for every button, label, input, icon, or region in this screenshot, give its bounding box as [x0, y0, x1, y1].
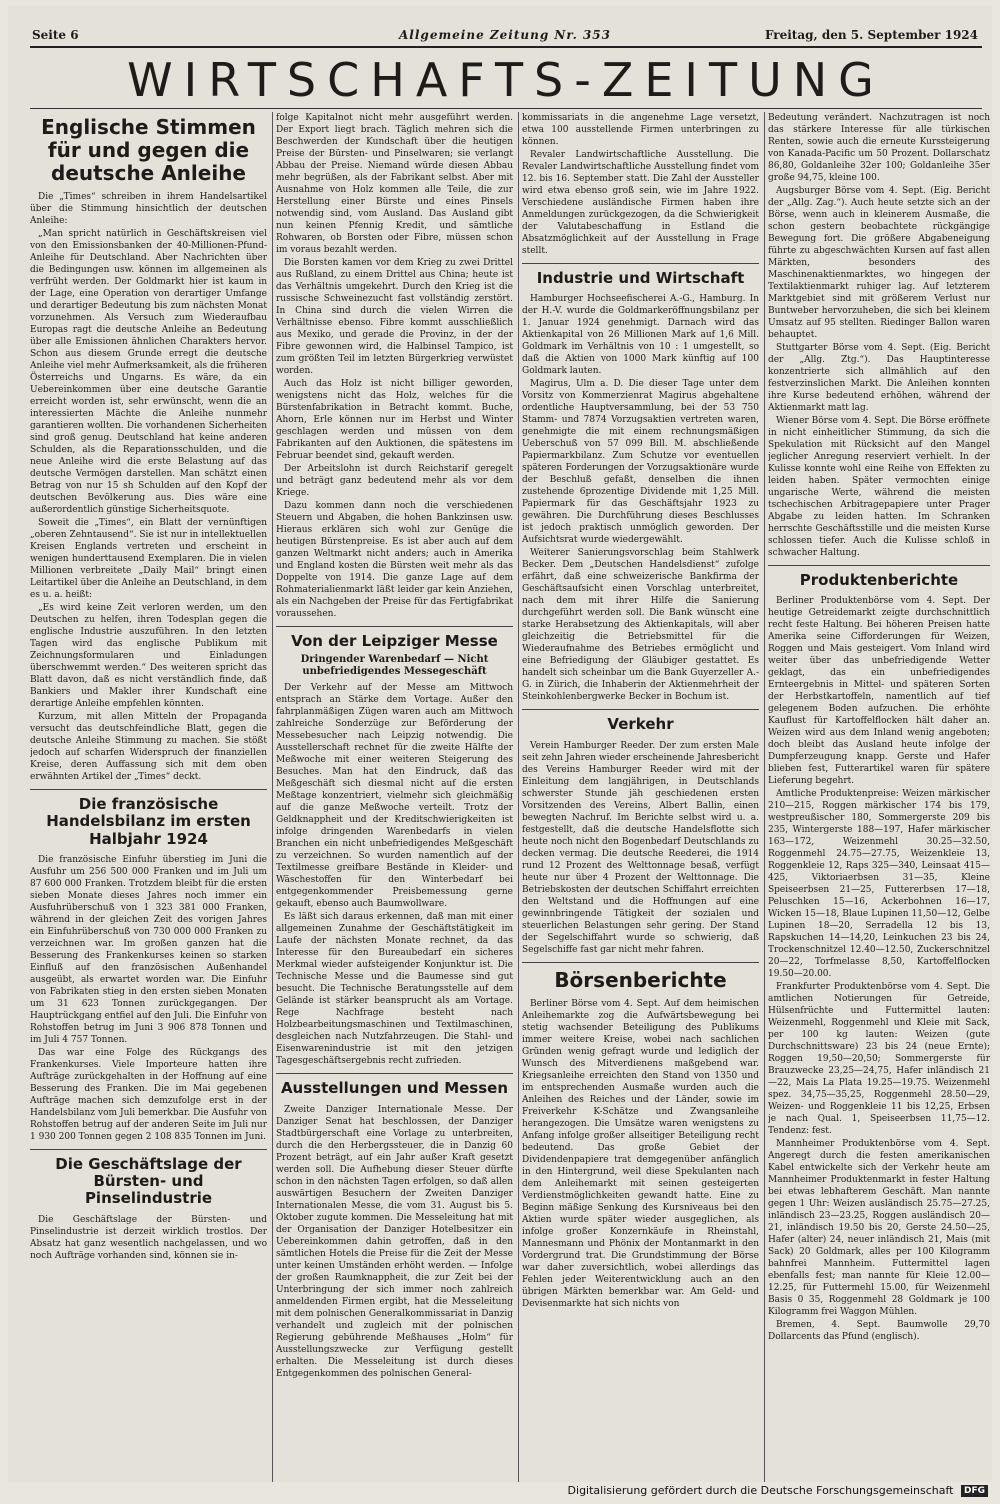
newspaper-title: Allgemeine Zeitung Nr. 353	[399, 28, 611, 42]
article-paragraph: „Es wird keine Zeit verloren werden, um den Deutschen zu helfen, ihren Todesplan gegen die englische Industrie auszuführen. In den letzten Tagen wird das englische Publikum mit Zeichnungsformularen und Einladungen überschwemmt werden.“ Des weiteren spricht das Blatt davon, daß es nicht verständlich finde, daß Bankiers und Makler ihrer Kundschaft eine derartige Anleihe empfehlen könnten.	[30, 603, 267, 709]
article-divider	[522, 962, 759, 963]
article-divider	[276, 1073, 513, 1074]
article-paragraph: Stuttgarter Börse vom 4. Sept. (Eig. Bericht der „Allg. Ztg.“). Das Hauptinteresse konzentrierte sich allmählich auf den festverzinslichen Markt. Die Anleihen konnten ihre Kurse bedeutend erhöhen, während der Aktienmarkt matt lag.	[768, 343, 990, 413]
masthead-rule	[30, 108, 982, 109]
article-headline: Ausstellungen und Messen	[280, 1079, 509, 1098]
article-divider	[768, 565, 990, 566]
article-paragraph: Das war eine Folge des Rückgangs des Frankenkurses. Viele Importeure hatten ihre Aufträge zurückgehalten in der Hoffnung auf eine Besserung des Franken. Die im Mai gegebenen Aufträge machen sich demzufolge erst in der Handelsbilanz vom Juli bemerkbar. Die Ausfuhr von Rohstoffen betrug auf der anderen Seite im Juli nur 1 930 200 Tonnen gegen 2 108 835 Tonnen im Juni.	[30, 1047, 267, 1142]
article-paragraph: Es läßt sich daraus erkennen, daß man mit einer allgemeinen Zunahme der Geschäftstätigkeit im Laufe der nächsten Monate rechnet, da das Interesse für den Bureaubedarf ein sicheres Merkmal wieder aufsteigender Konjunktur ist. Die Technische Messe und die Baumesse sind gut besucht. Die Technische Beratungsstelle auf dem Gelände ist stärker beansprucht als am Vortage. Rege Nachfrage besteht nach Holzbearbeitungsmaschinen und Textilmaschinen, desgleichen nach Nutzfahrzeugen. Die Stahl- und Eisenwarenindustrie ist mit den jetzigen Tagesgeschäftsergebnis recht zufrieden.	[276, 912, 513, 1067]
section-headline: Produktenberichte	[799, 571, 959, 589]
article-paragraph: Weiterer Sanierungsvorschlag beim Stahlwerk Becker. Dem „Deutschen Handelsdienst“ zufolge erfährt, daß eine schweizerische Bankfirma der Geschäftsaufsicht einen Vorschlag unterbreitet, nach dem mit ihrer Hilfe die Sanierung durchgeführt werden soll. Die Bank wünscht eine starke Herabsetzung des Aktienkapitals, will aber gleichzeitig die Betriebsmittel für die Wiederaufnahme des Betriebes ermöglicht und eine Befriedigung der Gläubiger gestattet. Es handelt sich scheinbar um die Bank Guyerzeller A.-G. in Zürich, die Inhaberin der Aktienmehrheit der Steinkohlenbergwerke Becker in Bochum ist.	[522, 548, 759, 703]
column-4	[768, 112, 990, 1482]
section-headline: Börsenberichte	[554, 967, 727, 992]
newspaper-page	[8, 6, 992, 1482]
article-paragraph: Soweit die „Times“, ein Blatt der vernünftigen „oberen Zehntausend“. Sie ist nur in intellektuellen Kreisen Englands vertreten und erscheint in wenigen hunderttausend Exemplaren. Die in vielen Millionen verbreitete „Daily Mail“ bringt einen Leitartikel über die Anleihe an Deutschland, in dem es u. a. heißt:	[30, 518, 267, 600]
article-paragraph: Bedeutung verändert. Nachzutragen ist noch das stärkere Interesse für alle türkischen Renten, sowie auch die erneute Kurssteigerung von Kanada-Pacific um 50 Prozent. Dollarschatz 86,80, Goldanleihe 32er 100; Goldanleihe 35er große 94,75, kleine 100.	[768, 113, 990, 183]
article-paragraph: Augsburger Börse vom 4. Sept. (Eig. Bericht der „Allg. Zag.“). Auch heute setzte sich an der Börse, wenn auch in kleinerem Ausmaße, die schon gestern beobachtete rückgängige Bewegung fort. Die größere Abgabeneigung führte zu abgeschwächten Kursen auf fast allen Märkten, besonders des Maschinenaktienmarktes, wo hingegen der Textilaktienmarkt ruhiger lag. Auf letzterem Marktgebiet sind mit größerem Verlust nur Buntweber hervorzuheben, die sich bei kleinem Umsatz auf 95 stellten. Riedinger Ballon waren behauptet.	[768, 186, 990, 340]
section-headline: Verkehr	[607, 715, 674, 734]
section-masthead: WIRTSCHAFTS-ZEITUNG	[127, 53, 885, 107]
column-divider	[272, 112, 273, 1482]
article-headline: Die französische Handelsbilanz im ersten Halbjahr 1924	[46, 795, 251, 848]
article-paragraph: Dazu kommen dann noch die verschiedenen Steuern und Abgaben, die hohen Bankzinsen usw. Hieraus erklären sich wohl zur Genüge die heutigen Bürstenpreise. Es ist aber auch auf dem ganzen Weltmarkt nicht anders; auch in Amerika und England kosten die Bürsten weit mehr als das Doppelte von 1914. Die ganze Lage auf dem Rohmaterialienmarkt läßt leider gar kein Anziehen, als ein Nachgeben der Preise für das Fertigfabrikat voraussehen.	[276, 501, 513, 619]
article-headline: Von der Leipziger Messe	[291, 632, 498, 650]
header-rule	[30, 46, 982, 48]
column-divider	[764, 112, 765, 1482]
article-paragraph: Frankfurter Produktenbörse vom 4. Sept. Die amtlichen Notierungen für Getreide, Hülsenfrüchte und Futtermittel lauten: Weizenmehl, Roggenmehl und Kleie mit Sack, per 100 kg lauten: Weizen (gute Durchschnittsware) 23 bis 24 (neue Ernte); Roggen 19,50—20,50; Sommergerste für Brauzwecke 23,25—24,75, Hafer inländisch 21—22, Mais La Plata 19.25—19.75. Weizenmehl spez. 34,75—35,25, Roggenmehl 28.50—29, Weizen- und Roggenkleie 11 bis 12,25, Erbsen je nach Qual. 1, Speiseerbsen 11,75—12. Tendenz: fest.	[768, 982, 990, 1137]
article-divider	[276, 626, 513, 627]
article-paragraph: Der Arbeitslohn ist durch Reichstarif geregelt und beträgt ganz bedeutend mehr als vor dem Kriege.	[276, 464, 513, 498]
column-divider	[518, 112, 519, 1482]
article-paragraph: Die „Times“ schreiben in ihrem Handelsartikel über die Stimmung hinsichtlich der deutschen Anleihe:	[30, 192, 267, 226]
article-paragraph: Berliner Produktenbörse vom 4. Sept. Der heutige Getreidemarkt zeigte durchschnittlich recht feste Haltung. Bei höheren Preisen hatte Amerika seine Cifforderungen für Weizen, Roggen und Mais gesteigert. Vom Inland wird weiter über das unbefriedigende Wetter geklagt, das ein unbefriedigendes Ernteergebnis in Mittel- und späteren Sorten der Herbstkartoffeln, namentlich auf tief gelegenem Boden aufzuchen. Die erhöhte Kauflust für Kartoffelflocken hält daher an. Weizen wird aus dem Inland wenig angeboten; doch bleibt das Ausland heute infolge der Dumpferzeugung knapp. Gerste und Hafer blieben fest, Futterartikel waren für spätere Lieferung begehrt.	[768, 596, 990, 787]
article-paragraph: Revaler Landwirtschaftliche Ausstellung. Die Revaler Landwirtschaftliche Ausstellung findet vom 12. bis 16. September statt. Die Zahl der Aussteller wird etwa ebenso groß sein, wie im Jahre 1922. Verschiedene ausländische Firmen haben ihre Anmeldungen zurückgezogen, da die Schwierigkeit der Valutabeschaffung in Estland die Absatzmöglichkeit auf der Ausstellung in Frage stellt.	[522, 150, 759, 256]
article-paragraph: Wiener Börse vom 4. Sept. Die Börse eröffnete in nicht einheitlicher Stimmung, da sich die Spekulation mit Rücksicht auf den Mangel jeglicher Anregung reserviert verhielt. In der Kulisse konnte wohl eine Reihe von Effekten zu leiden haben. Später vermochten einige ungarische Werte, während die meisten tschechischen Arbitragepapiere unter Prager Abgabe zu leiden hatten. Im Schranken herrschte Geschäftsstille und die meisten Kurse schlossen tiefer. Auch die Kulisse schloß in schwacher Haltung.	[768, 416, 990, 558]
article-paragraph: Hamburger Hochseefischerei A.-G., Hamburg. In der H.-V. wurde die Goldmarkeröffnungsbilanz per 1. Januar 1924 genehmigt. Darnach wird das Aktienkapital von 26 Millionen Mark auf 1,6 Mill. Goldmark im Verhältnis von 10 : 1 umgestellt, so daß die Aktien von 1000 Mark künftig auf 100 Goldmark lauten.	[522, 294, 759, 377]
article-divider	[30, 789, 267, 790]
article-paragraph: Mannheimer Produktenbörse vom 4. Sept. Angeregt durch die festen amerikanischen Kabel entwickelte sich der Verkehr heute am Mannheimer Produktenmarkt in fester Haltung bei etwas lebhafterem Geschäft. Man nannte gegen 1 Uhr: Weizen ausländisch 25.75—27.25, inländisch 23—23.25, Roggen ausländisch 20—21, inländisch 19.50 bis 20, Gerste 24.50—25, Hafer (alter) 24, neuer inländisch 21, Mais (mit Sack) 20 Goldmark, alles per 100 Kilogramm bahnfrei Mannheim. Futtermittel lagen ebenfalls fest; man nannte für Kleie 12.00—12.25, für Futtermehl 15.00, für Weizenmehl Basis 0 35, Roggenmehl 28 Goldmark je 100 Kilogramm frei Waggon Mühlen.	[768, 1139, 990, 1318]
article-headline: Englische Stimmen für und gegen die deutsche Anleihe	[41, 115, 256, 185]
article-divider	[30, 1149, 267, 1150]
column-3	[522, 112, 759, 1482]
article-paragraph: Die französische Einfuhr überstieg im Juni die Ausfuhr um 256 500 000 Franken und im Juli um 87 600 000 Franken. Trotzdem bleibt für die ersten sieben Monate dieses Jahres noch immer ein Ausfuhrüberschuß von 1 323 381 000 Franken, während in der gleichen Zeit des vorigen Jahres ein Einfuhrüberschuß von 730 000 000 Franken zu verzeichnen war. Im großen ganzen hat die Besserung des Frankenkurses keinen so starken Einfluß auf den französischen Außenhandel ausgeübt, als erwartet worden war. Die Einfuhr von Fabrikaten stieg in den ersten sieben Monaten um 31 623 Tonnen zurückgegangen. Der Hauptrückgang entfiel auf den Juli. Die Einfuhr von Rohstoffen betrug im Juni 3 906 878 Tonnen und im Juli 4 757 Tonnen.	[30, 854, 267, 1045]
article-divider	[522, 709, 759, 710]
page-header	[32, 28, 978, 46]
section-headline: Industrie und Wirtschaft	[536, 269, 745, 287]
article-paragraph: „Man spricht natürlich in Geschäftskreisen viel von den Emissionsbanken der 40-Millionen-Pfund-Anleihe für Deutschland. Aber Nachrichten über die Bedingungen usw. können im allgemeinen als verfrüht werden. Der Goldmarkt hier ist kaum in der Lage, eine Operation von derartiger Umfange und derartiger Bedeutung bis zum nächsten Monat vorzunehmen. Als Versuch zum Wiederaufbau Europas ragt die deutsche Anleihe an Bedeutung über alle Emissionen ähnlichen Charakters hervor. Schon aus diesem Grunde erregt die deutsche Anleihe viel mehr Aufmerksamkeit, als die früheren Österreichs und Ungarns. Es wäre, da ein Uebereinkommen über eine deutsche Garantie erreicht worden ist, sehr erwünscht, wenn die an interessierten Mächte die Anleihe nunmehr garantieren wollten. Die vorhandenen Sicherheiten sind groß genug. Deutschland hat keine anderen Schulden, als die Reparationsschulden, und die neue Anleihe wird die erste Belastung auf das deutsche Vermögen darstellen. Man schätzt einen Betrag von nur 15 sh Schulden auf den Kopf der deutschen Bevölkerung aus. Dies wäre eine außerordentlich günstige Sicherheitsquote.	[30, 229, 267, 515]
article-divider	[522, 263, 759, 264]
article-paragraph: Die Borsten kamen vor dem Krieg zu zwei Drittel aus Rußland, zu einem Drittel aus China; heute ist das Verhältnis umgekehrt. Durch den Krieg ist die russische Schweinezucht fast vollständig zerstört. In China sind durch die vielen Wirren die Verhältnisse ebenso. Fibre kommt ausschließlich aus Mexiko, und gerade die Provinz, in der der Fibre gewonnen wird, die Halbinsel Tampico, ist zum größten Teil im letzten Bürgerkrieg verwüstet worden.	[276, 258, 513, 376]
article-paragraph: folge Kapitalnot nicht mehr ausgeführt werden. Der Export liegt brach. Täglich mehren sich die Beschwerden der Kundschaft über die heutigen Preise der Bürsten- und Pinselwaren; sie verlangt Abbau der Preise. Niemand würde diesen Abbau mehr begrüßen, als der Fabrikant selbst. Aber mit Ausnahme von Holz kommen alle Teile, die zur Herstellung einer Bürste und eines Pinsels notwendig sind, vom Ausland. Das Ausland gibt nun keinen Pfennig Kredit, und sämtliche Rohwaren, ob Borsten oder Fibre, müssen schon im voraus bezahlt werden.	[276, 113, 513, 255]
article-subheadline: Dringender Warenbedarf — Nicht unbefriedigendes Messegeschäft	[300, 654, 489, 678]
article-paragraph: Magirus, Ulm a. D. Die dieser Tage unter dem Vorsitz von Kommerzienrat Magirus abgehaltene ordentliche Hauptversammlung, bei der 53 750 Stamm- und 7874 Vorzugsaktien vertreten waren, genehmigte die mit einem rechnungsmäßigen Ueberschuß von 57 099 Bill. M. abschließende Papiermarkbilanz. Zum Schutze vor eventuellen späteren Forderungen der Vorzugsaktionäre wurde der Beschluß gefaßt, denselben die ihnen zustehende 6prozentige Dividende mit 1,25 Mill. Papiermark für das Geschäftsjahr 1923 zu gewähren. Die Durchführung dieses Beschlusses ist jedoch praktisch unmöglich geworden. Der Aufsichtsrat wurde wiedergewählt.	[522, 379, 759, 546]
column-2	[276, 112, 513, 1482]
column-1	[30, 112, 267, 1482]
article-paragraph: Die Geschäftslage der Bürsten- und Pinselindustrie ist derzeit wirklich trostlos. Der Absatz hat ganz wesentlich nachgelassen, und wo noch Aufträge vorhanden sind, können sie in-	[30, 1214, 267, 1261]
article-paragraph: Bremen, 4. Sept. Baumwolle 29,70 Dollarcents das Pfund (englisch).	[768, 1320, 990, 1343]
page-number: Seite 6	[32, 28, 79, 42]
article-paragraph: kommissariats in die angenehme Lage versetzt, etwa 100 ausstellende Firmen unterbringen zu können.	[522, 113, 759, 147]
article-paragraph: Berliner Börse vom 4. Sept. Auf dem heimischen Anleihemarkte zog die Aufwärtsbewegung bei stetig wachsender Beteiligung des Publikums immer weitere Kreise, wobei nach sachlichen Gründen wenig gefragt wurde und lediglich der Wunsch des Mitverdienens maßgebend war. Kriegsanleihe erreichten den Stand von 1350 und im entsprechenden Ausmaße wurden auch die Anleihen des Reiches und der Länder, sowie im Freiverkehr K-Schätze und Zwangsanleihe herangezogen. Die Umsätze waren wenigstens zu Anfang infolge großer allseitiger Beteiligung recht bedeutend. Das große Gebiet der Dividendenpapiere trat demgegenüber anfänglich in den Hintergrund, weil diese Spekulanten nach dem Anleihemarkt mit seinen gesteigerten Verdienstmöglichkeiten gewandt hatte. Eine zu Beginn mäßige Senkung des Kursniveaus bei den Aktien wurde später wieder ausgeglichen, als infolge großer Konzernkäufe in Rheinstahl, Mannesmann und Phönix der Montanmarkt in den Vordergrund trat. Die Grundstimmung der Börse war daher zuversichtlich, wobei allerdings das Fehlen jeder Weiterentwicklung auch an den übrigen Märkten bemerkbar war. Am Geld- und Devisenmarkte hat sich nichts von	[522, 998, 759, 1309]
article-paragraph: Kurzum, mit allen Mitteln der Propaganda versucht das deutschfeindliche Blatt, gegen die deutsche Anleihe Stimmung zu machen. Sie stößt jedoch auf scharfen Widerspruch der finanziellen Kreise, deren Auffassung sich mit dem oben erwähnten Artikel der „Times“ deckt.	[30, 712, 267, 782]
digitization-credit	[388, 1484, 988, 1500]
dfg-logo: DFG	[961, 1485, 988, 1497]
issue-date: Freitag, den 5. September 1924	[764, 28, 978, 42]
article-paragraph: Der Verkehr auf der Messe am Mittwoch entsprach an Stärke dem Vortage. Außer den fahrplanmäßigen Zügen waren auch am Mittwoch zahlreiche Sonderzüge zur Beförderung der Messebesucher nach Leipzig notwendig. Die Ausstellerschaft rechnet für die zweite Hälfte der Meßwoche mit einer weiteren Steigerung des Besuches. Man hat den Eindruck, daß das Meßgeschäft sich diesmal nicht auf die ersten Meßtage konzentriert, vielmehr sich gleichmäßig auf die ganze Meßwoche verteilt. Trotz der Geldknappheit und der Kreditschwierigkeiten ist infolge dringenden Warenbedarfs in vielen Branchen ein nicht unbefriedigendes Meßgeschäft zu verzeichnen. So wurden namentlich auf der Textilmesse greifbare Bestände in Kleider- und Wäschestoffen für den Winterbedarf bei entgegenkommender Preisbemessung gerne gekauft, ebenso auch Baumwollware.	[276, 683, 513, 910]
article-headline: Die Geschäftslage der Bürsten- und Pinselindustrie	[55, 1154, 242, 1208]
article-paragraph: Verein Hamburger Reeder. Der zum ersten Male seit zehn Jahren wieder erscheinende Jahresbericht des Vereins Hamburger Reeder wird mit der Einleitung dem langjährigen, in Deutschlands schwerster Stunde jäh geschiedenen ersten Vorsitzenden des Vereins, Albert Ballin, einen bewegten Nachruf. Im Berichte selbst wird u. a. festgestellt, daß die deutsche Handelsflotte sich heute noch nicht den Bogenbedarf Deutschlands zu decken vermag. Die deutsche Reederei, die 1914 rund 12 Prozent des Welttonnage besaß, verfügt heute nur über 4 Prozent der Welttonnage. Die Betriebskosten der deutschen Schiffahrt erreichten den Weltstand und die Hoffnungen auf eine gewinnbringende Tätigkeit der sozialen und steuerlichen Belastungen sehr gering. Der Stand der Segelschiffahrt wurde so schwierig, daß Segelschiffe fast gar nicht mehr fahren.	[522, 740, 759, 955]
article-paragraph: Amtliche Produktenpreise: Weizen märkischer 210—215, Roggen märkischer 174 bis 179, westpreußischer 180, Sommergerste 209 bis 235, Wintergerste 188—197, Hafer märkischer 163—172, Weizenmehl 30.25—32.50, Roggenmehl 24.75—27.75, Weizenkleie 13, Roggenkleie 12, Raps 325—340, Leinsaat 415—425, Viktoriaerbsen 31—35, Kleine Speiseerbsen 21—25, Futtererbsen 17—18, Peluschken 15—16, Ackerbohnen 16—17, Wicken 15—18, Blaue Lupinen 11,50—12, Gelbe Lupinen 18—20, Serradella 12 bis 13, Rapskuchen 14—14,20, Leinkuchen 23 bis 24, Trockenschnitzel 12.40—12.50, Zuckerschnitzel 20—22, Torfmelasse 8,50, Kartoffelflocken 19.50—20.00.	[768, 789, 990, 980]
credit-text: Digitalisierung gefördert durch die Deutsche Forschungsgemeinschaft	[567, 1484, 954, 1497]
article-paragraph: Auch das Holz ist nicht billiger geworden, wenigstens nicht das Holz, welches für die Bürstenfabrikation in Betracht kommt. Buche, Ahorn, Erle können nur im Herbst und Winter geschlagen werden und müssen von dem Fabrikanten auf den Auktionen, die spätestens im Februar beendet sind, gekauft werden.	[276, 379, 513, 461]
article-paragraph: Zweite Danziger Internationale Messe. Der Danziger Senat hat beschlossen, der Danziger Stadtbürgerschaft eine Vorlage zu unterbreiten, durch die den Herbergssteuer, die in Danzig 60 Prozent beträgt, auf ein Jahr außer Kraft gesetzt werden soll. Die Aufhebung dieser Steuer dürfte schon in den nächsten Tagen erfolgen, so daß allen auswärtigen Besuchern der Zweiten Danziger Internationalen Messe, die vom 31. August bis 5. Oktober zugute kommen. Die Messeleitung hat mit der Organisation der Danziger Hotelbesitzer ein Uebereinkommen dahin getroffen, daß in den sämtlichen Hotels die Preise für die Zeit der Messe unter keinen Umständen erhöht werden. — Infolge der großen Raumknappheit, die zur Zeit bei der Unterbringung der sich immer noch zahlreich anmeldenden Firmen ergibt, hat die Messeleitung mit dem polnischen Generalkommissariat in Danzig verhandelt und zugleich mit der polnischen Regierung gebührende Meßhauses „Holm“ für Ausstellungszwecke zur Verfügung gestellt erhalten. Die Messeleitung ist durch dieses Entgegenkommen des polnischen General-	[276, 1104, 513, 1379]
